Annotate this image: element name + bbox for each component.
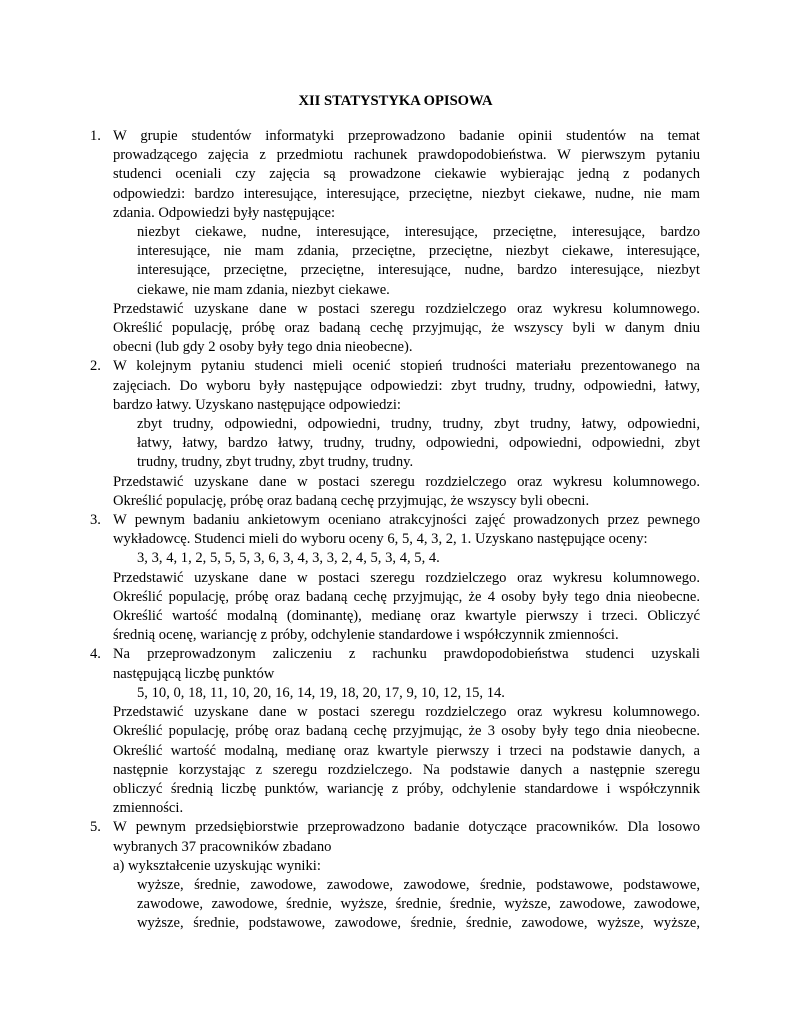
text-line: zajęciach. Do wyboru były następujące odpowiedzi: zbyt trudny, trudny, odpowiedni, łatwy, bbox=[113, 377, 700, 394]
data-line: interesujące, nie mam zdania, przeciętne, przeciętne, niezbyt ciekawe, interesujące, bbox=[137, 243, 700, 260]
text-line: W pewnym badaniu ankietowym oceniano atrakcyjności zajęć prowadzonych przez pewnego bbox=[113, 512, 700, 529]
text-line: W grupie studentów informatyki przeprowadzono badanie opinii studentów na temat bbox=[113, 128, 700, 144]
data-block bbox=[113, 684, 700, 703]
text-line: zdania. Odpowiedzi były następujące: bbox=[113, 204, 336, 221]
text-line: studenci oceniali czy zajęcia są prowadzone ciekawie wybierając jedną z podanych bbox=[113, 166, 700, 183]
subitem-line: a) wykształcenie uzyskując wyniki: bbox=[113, 857, 321, 874]
exercise-item-3 bbox=[90, 511, 700, 645]
task-line: zmienności. bbox=[113, 800, 184, 817]
exercise-number: 2. bbox=[90, 358, 101, 375]
task-line: Określić populację, próbę oraz badaną cechę przyjmując, że wszyscy byli obecni. bbox=[113, 492, 590, 509]
task-line: Określić wartość modalną (dominantę), medianę oraz kwartyle pierwszy i trzeci. Obliczyć bbox=[113, 608, 700, 625]
data-line: trudny, trudny, zbyt trudny, zbyt trudny, trudny. bbox=[137, 454, 414, 471]
exercise-item-2 bbox=[90, 357, 700, 511]
task-line: Przedstawić uzyskane dane w postaci szeregu rozdzielczego oraz wykresu kolumnowego. bbox=[113, 300, 700, 317]
exercise-item-4 bbox=[90, 645, 700, 818]
text-line: wykładowcę. Studenci mieli do wyboru oceny 6, 5, 4, 3, 2, 1. Uzyskano następujące oceny: bbox=[113, 531, 648, 548]
task-line: Przedstawić uzyskane dane w postaci szeregu rozdzielczego oraz wykresu kolumnowego. bbox=[113, 704, 700, 721]
data-block bbox=[113, 876, 700, 934]
data-block bbox=[113, 549, 700, 568]
task-line: Określić populację, próbę oraz badaną cechę przyjmując, że 4 osoby były tego dnia nieobecne. bbox=[113, 588, 700, 605]
task-line: Przedstawić uzyskane dane w postaci szeregu rozdzielczego oraz wykresu kolumnowego. bbox=[113, 473, 700, 490]
text-line: wybranych 37 pracowników zbadano bbox=[113, 838, 332, 855]
task-line: Określić populację, próbę oraz badaną cechę przyjmując, że 3 osoby były tego dnia nieobecne. bbox=[113, 723, 700, 740]
data-line: interesujące, przeciętne, przeciętne, interesujące, nudne, bardzo interesujące, niezbyt bbox=[137, 262, 700, 279]
exercise-number: 5. bbox=[90, 819, 101, 836]
text-line: następującą liczbę punktów bbox=[113, 665, 275, 682]
task-line: następnie korzystając z szeregu rozdzielczego. Na podstawie danych a następnie szeregu bbox=[113, 761, 700, 778]
page-title: XII STATYSTYKA OPISOWA bbox=[298, 93, 493, 109]
text-line: Na przeprowadzonym zaliczeniu z rachunku prawdopodobieństwa studenci uzyskali bbox=[113, 646, 700, 663]
data-line: wyższe, średnie, podstawowe, zawodowe, średnie, średnie, zawodowe, wyższe, wyższe, bbox=[137, 915, 700, 932]
data-line: łatwy, łatwy, bardzo łatwy, trudny, trudny, odpowiedni, odpowiedni, odpowiedni, zbyt bbox=[137, 435, 700, 452]
exercise-item-1 bbox=[90, 127, 700, 357]
data-line: wyższe, średnie, zawodowe, zawodowe, zawodowe, średnie, podstawowe, podstawowe, bbox=[137, 876, 700, 893]
task-line: obecni (lub gdy 2 osoby były tego dnia nieobecne). bbox=[113, 339, 413, 356]
exercise-number: 4. bbox=[90, 646, 101, 663]
exercise-number: 3. bbox=[90, 512, 101, 529]
text-line: bardzo łatwy. Uzyskano następujące odpowiedzi: bbox=[113, 396, 401, 413]
data-line: 3, 3, 4, 1, 2, 5, 5, 5, 3, 6, 3, 4, 3, 3, 2, 4, 5, 3, 4, 5, 4. bbox=[137, 550, 440, 567]
task-line: średnią ocenę, wariancję z próby, odchylenie standardowe i współczynnik zmienności. bbox=[113, 627, 619, 644]
task-line: Określić populację, próbę oraz badaną cechę przyjmując, że wszyscy byli w danym dniu bbox=[113, 320, 700, 337]
text-line: odpowiedzi: bardzo interesujące, interesujące, przeciętne, niezbyt ciekawe, nudne, nie mam bbox=[113, 185, 700, 202]
exercise-number: 1. bbox=[90, 128, 101, 144]
text-line: W kolejnym pytaniu studenci mieli ocenić stopień trudności materiału prezentowanego na bbox=[113, 358, 700, 375]
text-line: W pewnym przedsiębiorstwie przeprowadzono badanie dotyczące pracowników. Dla losowo bbox=[113, 819, 700, 836]
task-line: obliczyć średnią liczbę punktów, wariancję z próby, odchylenie standardowe i współczynnik bbox=[113, 780, 700, 797]
text-line: prowadzącego zajęcia z przedmiotu rachunek prawdopodobieństwa. W pierwszym pytaniu bbox=[113, 147, 700, 164]
data-line: zawodowe, zawodowe, średnie, wyższe, średnie, średnie, wyższe, zawodowe, zawodowe, bbox=[137, 896, 700, 913]
data-line: 5, 10, 0, 18, 11, 10, 20, 16, 14, 19, 18, 20, 17, 9, 10, 12, 15, 14. bbox=[137, 684, 505, 701]
exercise-list bbox=[90, 127, 700, 934]
exercise-item-5 bbox=[90, 818, 700, 933]
task-line: Określić wartość modalną, medianę oraz kwartyle pierwszy i trzeci na podstawie danych, a bbox=[113, 742, 700, 759]
task-line: Przedstawić uzyskane dane w postaci szeregu rozdzielczego oraz wykresu kolumnowego. bbox=[113, 569, 700, 586]
data-line: zbyt trudny, odpowiedni, odpowiedni, trudny, trudny, zbyt trudny, łatwy, odpowiedni, bbox=[137, 416, 700, 433]
data-line: ciekawe, nie mam zdania, niezbyt ciekawe. bbox=[137, 281, 390, 298]
data-block bbox=[113, 415, 700, 473]
data-block bbox=[113, 223, 700, 300]
data-line: niezbyt ciekawe, nudne, interesujące, interesujące, przeciętne, interesujące, bardzo bbox=[137, 224, 700, 241]
